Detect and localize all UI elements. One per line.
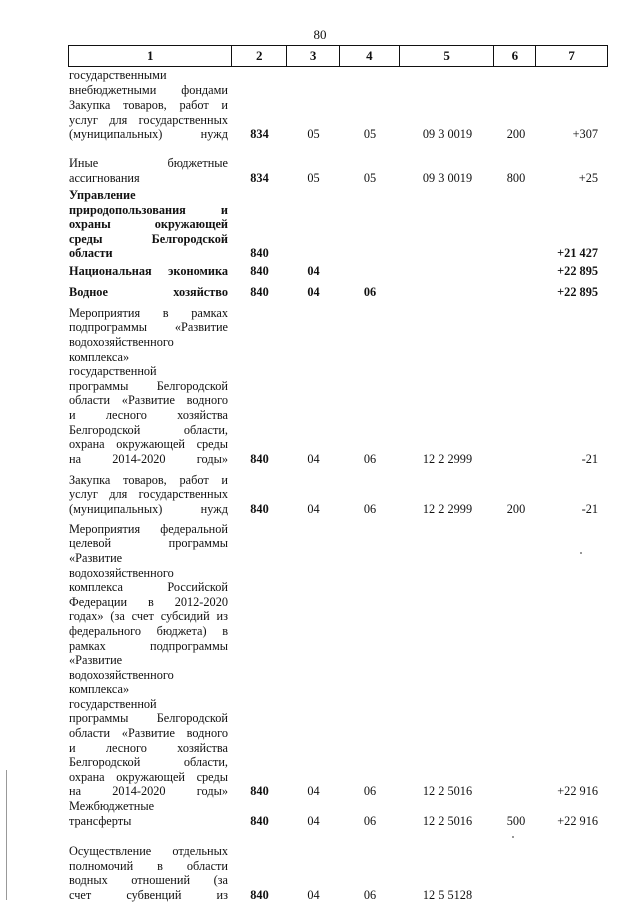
description-line: счет субвенций из — [69, 887, 228, 902]
table-header-row — [68, 45, 608, 67]
row-subsection: 06 — [363, 451, 377, 466]
description-line: «Развитие — [69, 550, 123, 565]
description-line: рамках подпрограммы — [69, 638, 228, 653]
description-line: годах» (за счет субсидий из — [69, 609, 228, 624]
description-line: Белгородской области, — [69, 755, 228, 770]
row-section: 05 — [307, 170, 320, 185]
description-line: среды Белгородской — [69, 231, 228, 246]
description-line: услуг для государственных — [69, 487, 228, 502]
table-row — [68, 285, 608, 300]
row-target-article: 12 2 5016 — [422, 813, 473, 828]
description-line: области — [69, 246, 113, 261]
table-row — [68, 98, 608, 142]
description-line: природопользования и — [69, 202, 228, 217]
row-description — [68, 799, 232, 828]
row-amount: +22 916 — [557, 784, 598, 799]
row-expense-type: 200 — [506, 127, 526, 142]
row-code: 840 — [250, 784, 269, 799]
description-line: водохозяйственного — [69, 335, 174, 350]
description-line: Федерации в 2012-2020 — [69, 594, 228, 609]
description-line: водохозяйственного — [69, 565, 174, 580]
row-target-article: 12 5 5128 — [422, 887, 473, 902]
row-target-article: 09 3 0019 — [422, 127, 473, 142]
row-description — [68, 285, 232, 300]
row-subsection: 05 — [363, 170, 377, 185]
description-line: и лесного хозяйства — [69, 740, 228, 755]
row-amount: +307 — [572, 127, 598, 142]
description-line: государственной — [69, 364, 157, 379]
row-amount: +22 895 — [557, 263, 598, 278]
row-amount: -21 — [581, 451, 598, 466]
row-section: 04 — [307, 784, 320, 799]
description-line: Осуществление отдельных — [69, 844, 228, 859]
description-line: государственной — [69, 696, 157, 711]
description-line: Иные бюджетные — [69, 155, 228, 170]
row-target-article: 12 2 5016 — [422, 784, 473, 799]
description-line: комплекса» — [69, 349, 130, 364]
description-line: внебюджетными фондами — [69, 82, 228, 97]
row-subsection: 06 — [363, 887, 377, 902]
description-line: на 2014-2020 годы» — [69, 784, 228, 799]
row-code: 840 — [250, 451, 269, 466]
description-line: (муниципальных) нужд — [69, 501, 228, 516]
row-code: 840 — [250, 813, 269, 828]
row-description — [68, 473, 232, 517]
row-section: 04 — [307, 887, 320, 902]
table-row — [68, 264, 608, 279]
row-expense-type: 500 — [506, 813, 526, 828]
description-line: Белгородской области, — [69, 422, 228, 437]
header-col-2: 2 — [232, 46, 287, 66]
description-line: водных отношений (за — [69, 873, 228, 888]
row-description — [68, 844, 232, 902]
row-section: 04 — [307, 263, 320, 278]
row-description — [68, 98, 232, 142]
row-expense-type: 200 — [506, 501, 526, 516]
description-line: Мероприятия федеральной — [69, 521, 228, 536]
table-row — [68, 156, 608, 185]
header-col-7: 7 — [568, 48, 575, 63]
row-amount: +22 895 — [557, 284, 598, 299]
row-description — [68, 188, 232, 261]
description-line: комплекса» — [69, 682, 130, 697]
table-row — [68, 522, 608, 799]
row-subsection: 06 — [363, 784, 377, 799]
row-section: 04 — [307, 451, 320, 466]
header-col-4: 4 — [340, 46, 400, 66]
row-target-article: 12 2 2999 — [422, 451, 473, 466]
row-amount: +22 916 — [557, 813, 598, 828]
row-code: 840 — [250, 887, 269, 902]
row-section: 04 — [307, 284, 320, 299]
row-subsection: 06 — [363, 813, 377, 828]
scan-edge-line — [6, 770, 7, 900]
page-number: 80 — [313, 27, 327, 42]
table-row — [68, 306, 608, 467]
row-description — [68, 68, 232, 97]
row-code: 840 — [250, 246, 269, 261]
description-line: и лесного хозяйства — [69, 408, 228, 423]
description-line: области «Развитие водного — [69, 393, 228, 408]
description-line: на 2014-2020 годы» — [69, 451, 228, 466]
description-line: комплекса Российской — [69, 580, 228, 595]
description-line: трансферты — [69, 813, 132, 828]
description-line: Закупка товаров, работ и — [69, 97, 228, 112]
table-row — [68, 188, 608, 261]
row-amount: +21 427 — [557, 246, 598, 261]
row-subsection: 06 — [363, 284, 377, 299]
description-line: государственными — [69, 68, 167, 82]
table-body — [68, 68, 608, 902]
row-target-article: 12 2 2999 — [422, 501, 473, 516]
description-line: услуг для государственных — [69, 112, 228, 127]
row-description — [68, 522, 232, 799]
description-line: «Развитие — [69, 653, 123, 668]
description-line: области «Развитие водного — [69, 726, 228, 741]
description-line: целевой программы — [69, 536, 228, 551]
description-line: ассигнования — [69, 170, 140, 185]
description-line: программы Белгородской — [69, 711, 228, 726]
row-amount: -21 — [581, 501, 598, 516]
row-description — [68, 156, 232, 185]
row-description — [68, 264, 232, 279]
table-row — [68, 799, 608, 828]
row-code: 840 — [250, 263, 269, 278]
scan-speck — [580, 552, 582, 554]
description-line: Национальная экономика — [69, 263, 228, 278]
header-col-3: 3 — [287, 46, 340, 66]
header-col-1: 1 — [69, 46, 232, 66]
description-line: охрана окружающей среды — [69, 769, 228, 784]
table-row — [68, 473, 608, 517]
row-subsection: 06 — [363, 501, 377, 516]
row-code: 840 — [250, 284, 269, 299]
row-subsection: 05 — [363, 127, 377, 142]
description-line: Управление — [69, 187, 136, 202]
table-row — [68, 844, 608, 902]
description-line: (муниципальных) нужд — [69, 127, 228, 142]
row-code: 834 — [250, 170, 269, 185]
description-line: охраны окружающей — [69, 217, 228, 232]
table-row — [68, 68, 608, 97]
row-description — [68, 306, 232, 467]
row-code: 834 — [250, 127, 269, 142]
description-line: подпрограммы «Развитие — [69, 320, 228, 335]
description-line: программы Белгородской — [69, 378, 228, 393]
description-line: водохозяйственного — [69, 667, 174, 682]
scan-speck — [512, 836, 514, 838]
description-line: Закупка товаров, работ и — [69, 472, 228, 487]
row-target-article: 09 3 0019 — [422, 170, 473, 185]
description-line: полномочий в области — [69, 858, 228, 873]
description-line: федерального бюджета) в — [69, 623, 228, 638]
row-code: 840 — [250, 501, 269, 516]
header-col-6: 6 — [494, 46, 536, 66]
description-line: охрана окружающей среды — [69, 437, 228, 452]
row-amount: +25 — [578, 170, 598, 185]
row-section: 05 — [307, 127, 320, 142]
description-line: Водное хозяйство — [69, 284, 228, 299]
description-line: Межбюджетные — [69, 799, 155, 814]
budget-table — [68, 45, 608, 902]
row-section: 04 — [307, 501, 320, 516]
header-col-5: 5 — [400, 46, 495, 66]
row-section: 04 — [307, 813, 320, 828]
description-line: Мероприятия в рамках — [69, 305, 228, 320]
row-expense-type: 800 — [506, 170, 526, 185]
